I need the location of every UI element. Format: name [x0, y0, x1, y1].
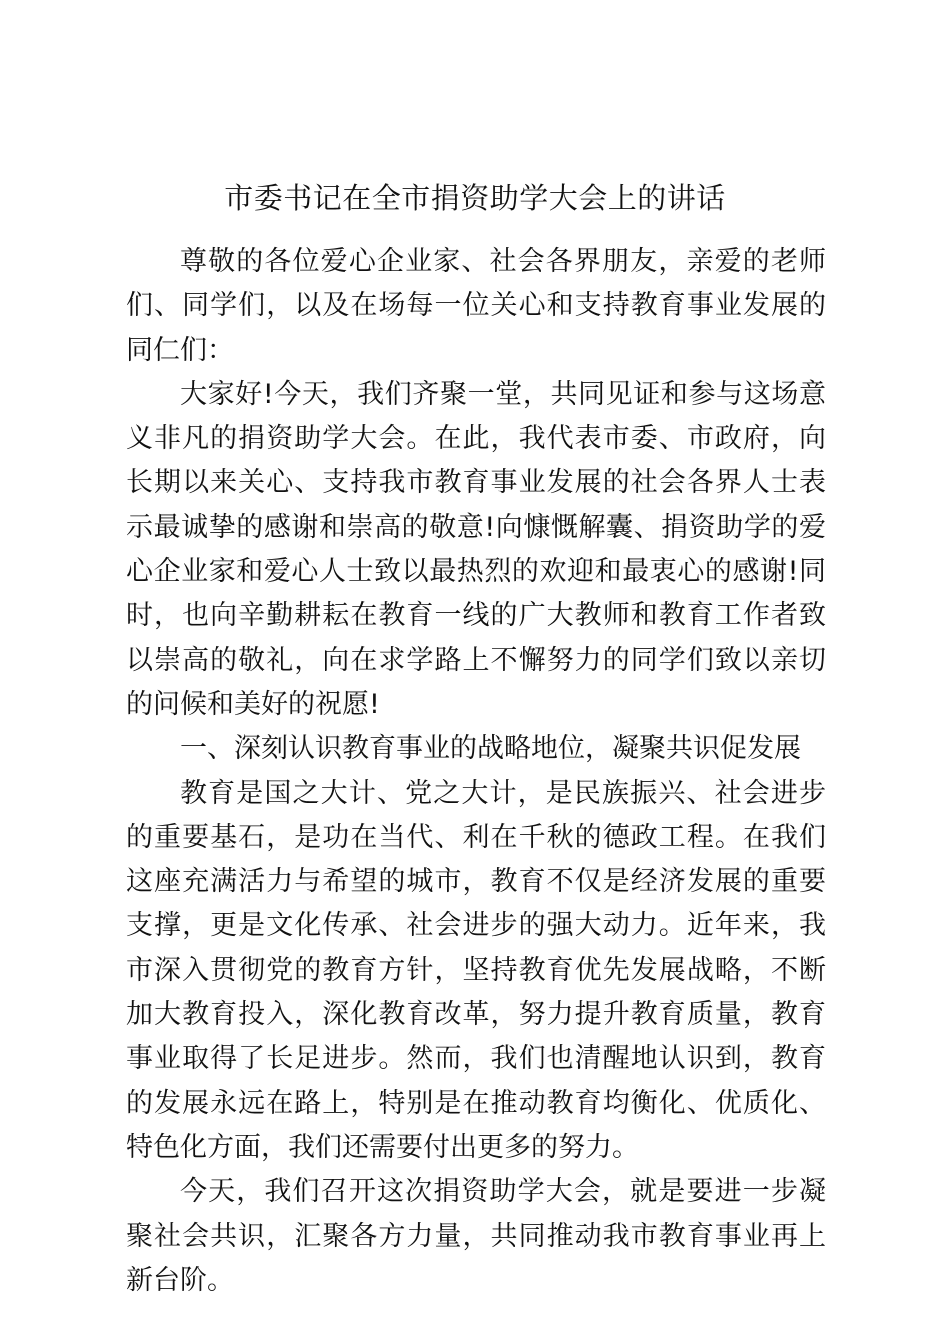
section-heading: 一、深刻认识教育事业的战略地位，凝聚共识促发展 [180, 733, 801, 765]
salutation-paragraph: 尊敬的各位爱心企业家、社会各界朋友，亲爱的老师们、同学们，以及在场每一位关心和支持教育事业发展的同仁们： [126, 246, 826, 366]
document-title: 市委书记在全市捐资助学大会上的讲话 [224, 181, 726, 215]
body-paragraph: 今天，我们召开这次捐资助学大会，就是要进一步凝聚社会共识，汇聚各方力量，共同推动我市教育事业再上新台阶。 [126, 1176, 826, 1296]
body-paragraph: 教育是国之大计、党之大计，是民族振兴、社会进步的重要基石，是功在当代、利在千秋的德政工程。在我们这座充满活力与希望的城市，教育不仅是经济发展的重要支撑，更是文化传承、社会进步的强大动力。近年来，我市深入贯彻党的教育方针，坚持教育优先发展战略，不断加大教育投入，深化教育改革，努力提升教育质量，教育事业取得了长足进步。然而，我们也清醒地认识到，教育的发展永远在路上，特别是在推动教育均衡化、优质化、特色化方面，我们还需要付出更多的努力。 [126, 777, 826, 1163]
document-body [126, 240, 826, 1303]
greeting-paragraph: 大家好!今天，我们齐聚一堂，共同见证和参与这场意义非凡的捐资助学大会。在此，我代表市委、市政府，向长期以来关心、支持我市教育事业发展的社会各界人士表示最诚挚的感谢和崇高的敬意!向慷慨解囊、捐资助学的爱心企业家和爱心人士致以最热烈的欢迎和最衷心的感谢!同时，也向辛勤耕耘在教育一线的广大教师和教育工作者致以崇高的敬礼，向在求学路上不懈努力的同学们致以亲切的问候和美好的祝愿! [126, 378, 826, 720]
